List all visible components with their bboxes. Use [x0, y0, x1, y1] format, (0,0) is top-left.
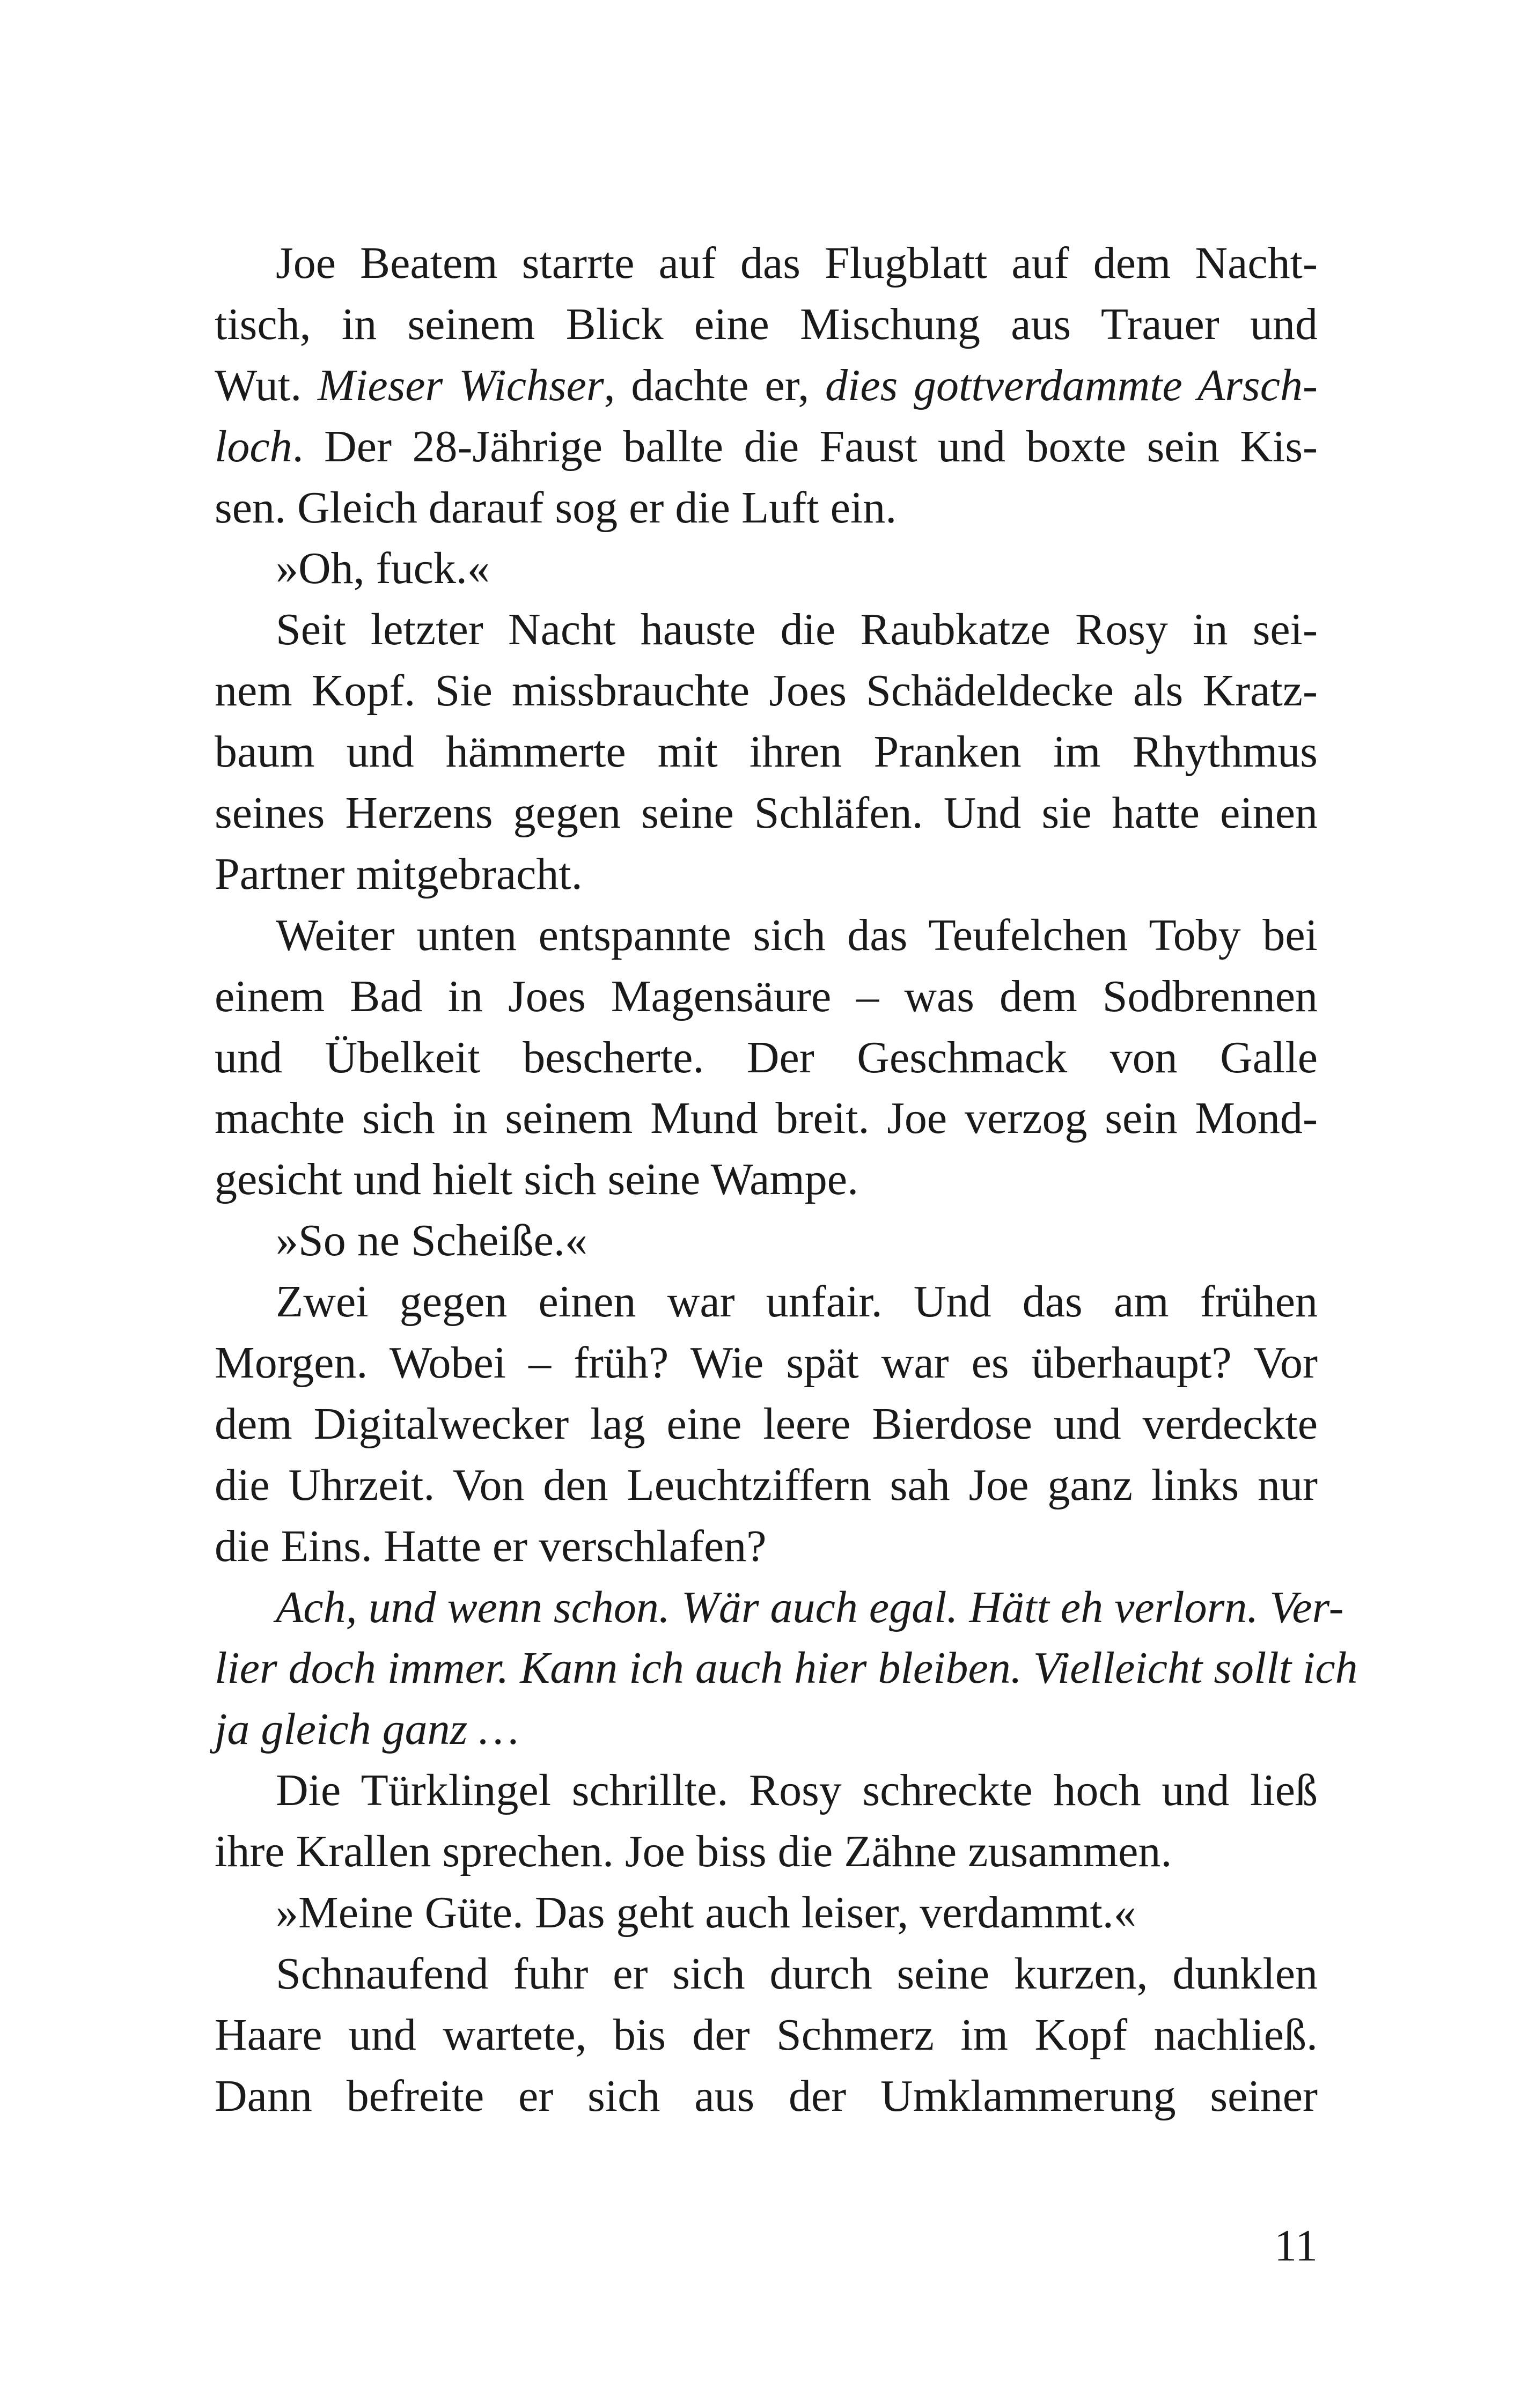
text-line [215, 2005, 1318, 2066]
text-line [215, 1577, 1344, 1638]
page-number: 11 [1274, 2221, 1318, 2271]
text-line [215, 599, 1318, 660]
text-line [215, 2066, 1318, 2127]
italic-text: loch [215, 421, 292, 472]
text-line [215, 1882, 1318, 1943]
text-line [215, 905, 1318, 966]
text-line [215, 1332, 1318, 1394]
text-segment: einem Bad in Joes Magensäure – was dem Sodbrennen [215, 971, 1318, 1021]
text-line [215, 1455, 1318, 1516]
text-segment: Schnaufend fuhr er sich durch seine kurzen, dunklen [276, 1948, 1318, 1999]
text-segment: baum und hämmerte mit ihren Pranken im Rhythmus [215, 727, 1318, 777]
text-segment: und Übelkeit bescherte. Der Geschmack von Galle [215, 1032, 1318, 1083]
italic-text: Ach, und wenn schon. Wär auch egal. Hätt eh verlorn. Ver- [276, 1582, 1344, 1632]
text-line [215, 1027, 1318, 1088]
italic-text: lier doch immer. Kann ich auch hier bleiben. Vielleicht sollt ich [215, 1643, 1358, 1693]
text-segment: Die Türklingel schrillte. Rosy schreckte hoch und ließ [276, 1765, 1318, 1816]
italic-text: Mieser Wichser [318, 360, 604, 410]
text-line [215, 1149, 1318, 1210]
text-line [215, 1699, 1318, 1760]
italic-text: ja gleich ganz … [215, 1704, 519, 1755]
text-segment: ihre Krallen sprechen. Joe biss die Zähne zusammen. [215, 1827, 1172, 1877]
text-line [215, 416, 1318, 477]
text-segment: Wut. [215, 360, 318, 410]
text-segment: »So ne Scheiße.« [276, 1216, 587, 1266]
text-line [215, 294, 1318, 355]
text-segment: dem Digitalwecker lag eine leere Bierdose und verdeckte [215, 1398, 1318, 1449]
text-segment: gesicht und hielt sich seine Wampe. [215, 1154, 859, 1205]
text-line [215, 233, 1318, 294]
text-segment: Partner mitgebracht. [215, 849, 583, 899]
text-line [215, 1821, 1318, 1882]
text-line [215, 1210, 1318, 1271]
text-line [215, 477, 1318, 539]
text-segment: nem Kopf. Sie missbrauchte Joes Schädeldecke als Kratz- [215, 666, 1318, 716]
text-line [215, 660, 1318, 721]
text-line [215, 1760, 1318, 1821]
text-line [215, 966, 1318, 1027]
text-segment: . Der 28-Jährige ballte die Faust und boxte sein Kis- [292, 421, 1318, 472]
text-line [215, 844, 1318, 905]
text-segment: Joe Beatem starrte auf das Flugblatt auf dem Nacht- [276, 238, 1318, 288]
text-segment: die Uhrzeit. Von den Leuchtziffern sah Joe ganz links nur [215, 1460, 1318, 1510]
text-line [215, 1516, 1318, 1577]
text-line [215, 1638, 1358, 1699]
text-segment: machte sich in seinem Mund breit. Joe verzog sein Mond- [215, 1093, 1318, 1144]
text-line [215, 783, 1318, 844]
text-segment: Zwei gegen einen war unfair. Und das am frühen [276, 1277, 1318, 1327]
text-segment: die Eins. Hatte er verschlafen? [215, 1521, 767, 1571]
text-segment: Haare und wartete, bis der Schmerz im Kopf nachließ. [215, 2009, 1318, 2060]
text-segment: , dachte er, [604, 360, 825, 410]
text-segment: seines Herzens gegen seine Schläfen. Und sie hatte einen [215, 788, 1318, 838]
text-line [215, 1943, 1318, 2005]
text-segment: Weiter unten entspannte sich das Teufelchen Toby bei [276, 910, 1318, 960]
text-line [215, 355, 1318, 416]
text-segment: sen. Gleich darauf sog er die Luft ein. [215, 482, 897, 533]
body-text [215, 233, 1358, 2127]
text-line [215, 1271, 1318, 1332]
text-line [215, 1394, 1318, 1455]
text-line [215, 1088, 1318, 1149]
text-segment: »Meine Güte. Das geht auch leiser, verdammt.« [276, 1888, 1136, 1938]
text-segment: tisch, in seinem Blick eine Mischung aus Trauer und [215, 299, 1318, 349]
text-segment: Dann befreite er sich aus der Umklammerung seiner [215, 2071, 1318, 2121]
text-segment: Seit letzter Nacht hauste die Raubkatze Rosy in sei- [276, 605, 1318, 655]
text-line [215, 538, 1318, 599]
italic-text: dies gottverdammte Arsch- [825, 360, 1318, 410]
text-segment: »Oh, fuck.« [276, 543, 490, 594]
text-segment: Morgen. Wobei – früh? Wie spät war es überhaupt? Vor [215, 1338, 1318, 1388]
text-line [215, 721, 1318, 783]
